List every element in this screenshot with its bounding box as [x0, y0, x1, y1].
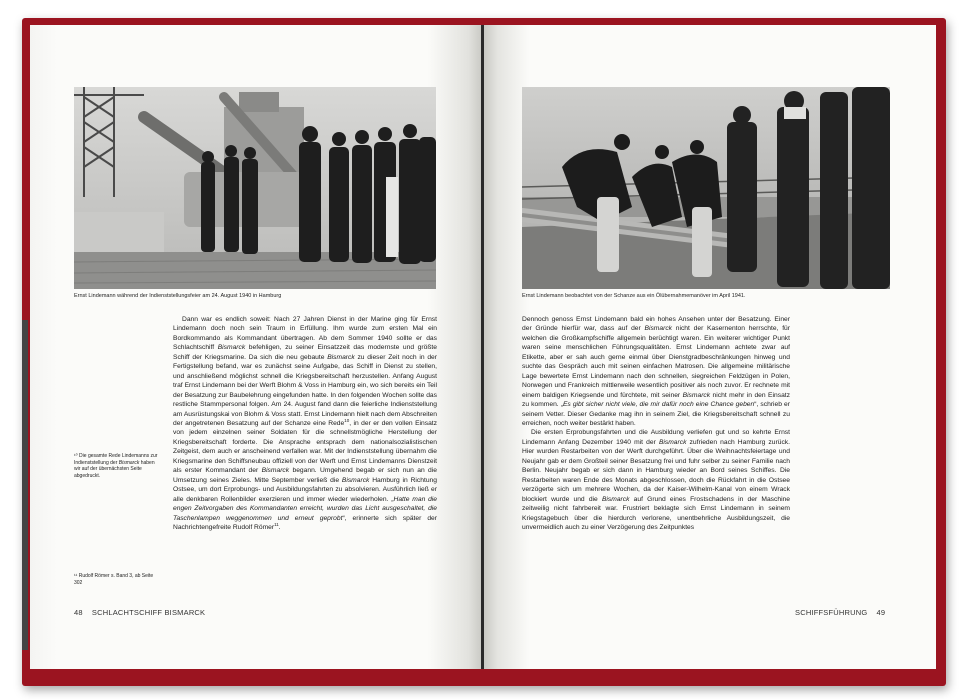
text-run: . [278, 523, 281, 531]
text-run: , in der er den vollen Einsatz von jedem einzelnen seiner Soldaten für die schnellstmögliche Herstellung der Kriegsbereitschaft forderte. Die Ansprache entsprach dem nationalsozialistischen Zeitgeist, dem auch er anscheinend verfallen war. Mit der Indienststellung übernahm die Kriegsmarine den Schiffsneubau offiziell von der Werft und Ernst Lindemanns Dienstzeit als erster Kommandant der [173, 419, 437, 475]
left-page-number: 48 [74, 608, 83, 617]
sidenote-11-text: ¹¹ Rudolf Römer s. Band 3, ab Seite 302 [74, 573, 154, 586]
sidenote-10-em: Bismarck [118, 459, 140, 466]
footnote-ref: 10 [344, 417, 350, 423]
sidenote-10-post: haben wir auf der übernächsten Seite abgedruckt. [74, 459, 155, 479]
italic-run: Bismarck [601, 495, 630, 503]
text-run: nicht der Kasernenton herrschte, für welchen die Großkampfschiffe allgemein berüchtigt waren. Ein weiterer wichtiger Punkt waren seine menschlichen Führungsqualitäten. Ernst Lindemann achtete zwar auf Etikette, aber er sah auch gerne einmal über Dienstgradbeschränkungen hinweg und suchte das Gespräch auch mit seinen einfachen Matrosen. Die allgemeine militärische Lage bewertete Ernst Lindemann nach den schnellen, siegreichen Feldzügen in Polen, Norwegen und Frankreich mittlerweile wesentlich positiver als noch zuvor. Er rechnete mit einem baldigen Kriegsende und fürchtete, mit seiner [522, 325, 791, 399]
footnote-ref: 11 [274, 521, 279, 527]
italic-run: Bismarck [261, 467, 290, 475]
right-page [484, 25, 936, 669]
sidenote-11 [74, 573, 162, 586]
right-page-number: 49 [876, 608, 886, 617]
sidenote-10-pre: ¹⁰ Die gesamte Rede Lindemanns zur Indienststellung der [74, 453, 158, 466]
right-photo-refueling-maneuver [522, 87, 890, 289]
sidenote-10 [74, 453, 162, 479]
right-photo-caption: Ernst Lindemann beobachtet von der Schanze aus ein Ölübernahmemanöver im April 1941. [522, 293, 746, 299]
left-paragraph [173, 315, 437, 532]
italic-run: Es gibt sicher nicht viele, die mir dafür noch eine Chance geben [562, 401, 755, 409]
text-run: auf Grund eines Frostschadens in der Maschine zeitweilig nicht fahrbereit war. Frustriert beklagte sich Ernst Lindemann in seinem Kriegstagebuch über die hierdurch verlorene, unentbehrliche Ausbildungszeit, die unvermeidlich auch zu einer Verzögerung des Zeitpunktes [522, 495, 790, 531]
text-run: befehligen, zu seiner Einsatzzeit das modernste und größte Schiff der Kriegsmarine. Da sich die neu gebaute [173, 344, 437, 361]
cover-shadow-edge [22, 320, 28, 650]
italic-run: Bismarck [327, 353, 355, 361]
italic-run: Bismarck [682, 391, 711, 399]
text-run: begann. Umgehend begab er sich nun an die Umsetzung seines Zieles. Mitte September verließ die [173, 467, 437, 484]
text-run: “, schrieb er seinem Vetter. Dieser Gedanke mag ihn in seinem Ziel, die Kriegsbereitschaft schnell zu erreichen, noch weiter bestärkt haben. [522, 401, 790, 427]
right-footer [795, 608, 885, 617]
left-photo-caption: Ernst Lindemann während der Indienststellungsfeier am 24. August 1940 in Hamburg [74, 293, 282, 299]
left-body-text [173, 315, 437, 532]
italic-run: Hatte man die engen Zeitvorgaben des Kommandanten erreicht, wurden das Licht ausgeschaltet, die Taschenlampen weggenommen und erneut geprobt [173, 495, 438, 522]
italic-run: Bismarck [658, 438, 687, 446]
left-page [30, 25, 482, 669]
text-run: Dennoch genoss Ernst Lindemann bald ein hohes Ansehen unter der Besatzung. Einer der Gründe hierfür war, dass auf der [522, 316, 790, 333]
italic-run: Bismarck [217, 344, 246, 352]
text-run: Dann war es endlich soweit: Nach 27 Jahren Dienst in der Marine ging für Ernst Lindemann doch noch sein Traum in Erfüllung. Ihm wurde zum ersten Mal ein Bordkommando als Kommandant übertragen. Ab dem Sommer 1940 sollte er das Schlachtschiff [173, 316, 437, 352]
right-paragraph-2 [522, 428, 790, 532]
left-footer [74, 608, 205, 617]
right-running-head: SCHIFFSFÜHRUNG [795, 608, 868, 617]
right-body-text [522, 315, 790, 532]
text-run: Hamburg in Richtung Ostsee, um dort Erprobungs- und Ausbildungsfahrten zu absolvieren. Ausführlich ließ er alle denkbaren Rollenbilder exerzieren und immer wieder wiederholen. „ [173, 476, 437, 503]
italic-run: Bismarck [341, 476, 370, 484]
left-running-head: SCHLACHTSCHIFF BISMARCK [91, 608, 206, 617]
left-photo-commissioning-ceremony [74, 87, 436, 289]
text-run: zufrieden nach Hamburg zurück. Hier wurden Restarbeiten von der Werft durchgeführt. Über die Weihnachtsfeiertage und Neujahr gab er dem Großteil seiner Besatzung frei und fuhr selber zu seiner Familie nach Berlin. Neujahr begab er sich dann in Hamburg wieder an Bord seines Schiffes. Die Restarbeiten waren Ende des Monats abgeschlossen, doch die Rückfahrt in die Ostsee verzögerte sich um mehrere Wochen, da der Kaiser-Wilhelm-Kanal von einem Wrack blockiert wurde und die [522, 438, 790, 503]
italic-run: Bismarck [644, 325, 673, 333]
text-run: Die ersten Erprobungsfahrten und die Ausbildung verliefen gut und so kehrte Ernst Lindemann Anfang Dezember 1940 mit der [522, 429, 790, 446]
text-run: zu dieser Zeit noch in der Fertigstellung befand, war es zunächst seine Aufgabe, das Schiff in Dienst zu stellen, und anschließend möglichst schnell die Kriegsbereitschaft herzustellen. Anfang August traf Ernst Lindemann bei der Werft Blohm & Voss in Hamburg ein, wo sich bereits ein Teil der Besatzung zur Baubelehrung eingefunden hatte. In den folgenden Wochen sollte das restliche Stammpersonal folgen. Am 24. August fand dann die feierliche Indienststellung am Ausrüstungskai von Blohm & Voss statt. Ernst Lindemann hielt nach dem Abschreiten der angetretenen Besatzung auf der Schanze eine Rede [173, 353, 437, 427]
text-run: nicht mehr in den Einsatz zu kommen. „ [522, 391, 790, 409]
text-run: “, erinnerte sich später der Nachrichtengefreite Rudolf Römer [173, 514, 437, 531]
right-paragraph-1 [522, 315, 790, 428]
